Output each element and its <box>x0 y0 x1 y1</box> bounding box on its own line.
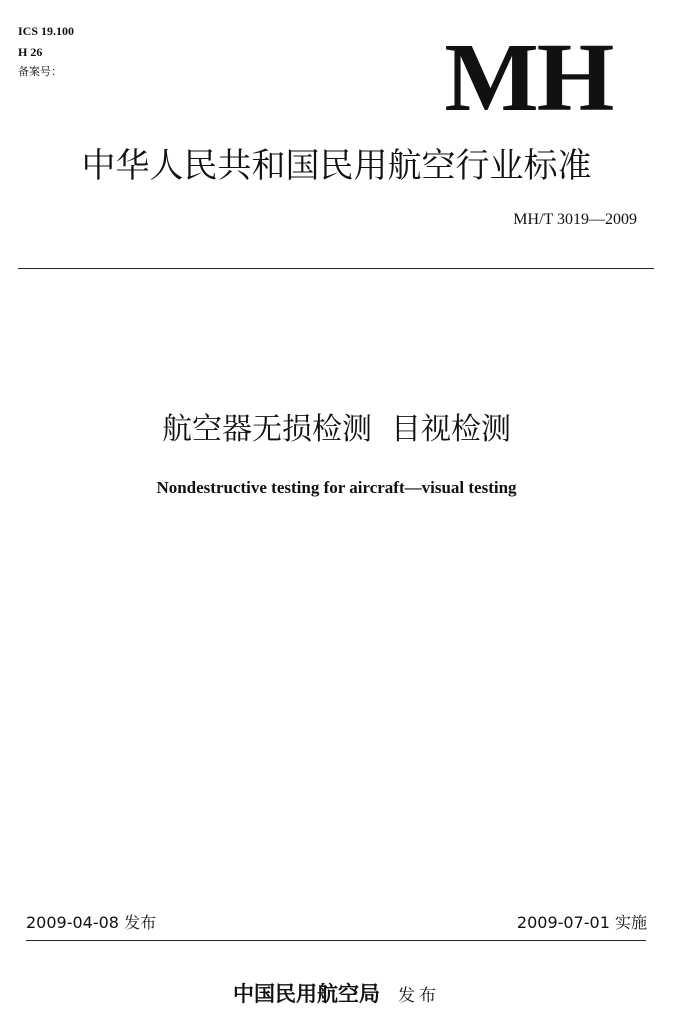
document-title-chinese: 航空器无损检测 目视检测 <box>161 412 512 447</box>
publisher-action: 发布 <box>398 986 440 1006</box>
publisher-organization: 中国民用航空局 <box>233 981 380 1006</box>
issue-date: 2009-04-08 发布 <box>26 913 157 932</box>
implementation-date: 2009-07-01 实施 <box>516 913 647 932</box>
standard-number: MH/T 3019—2009 <box>513 211 637 228</box>
classification-code: H 26 <box>18 45 43 59</box>
filing-number-label: 备案号： <box>18 65 62 78</box>
ics-code: ICS 19.100 <box>18 24 75 38</box>
document-title-english: Nondestructive testing for aircraft—visual testing <box>156 478 517 497</box>
publisher-line <box>0 980 673 1010</box>
top-divider <box>18 268 654 269</box>
industry-standard-title: 中华人民共和国民用航空行业标准 <box>81 146 592 186</box>
bottom-divider <box>26 940 646 941</box>
mh-logo: MH <box>444 24 613 132</box>
